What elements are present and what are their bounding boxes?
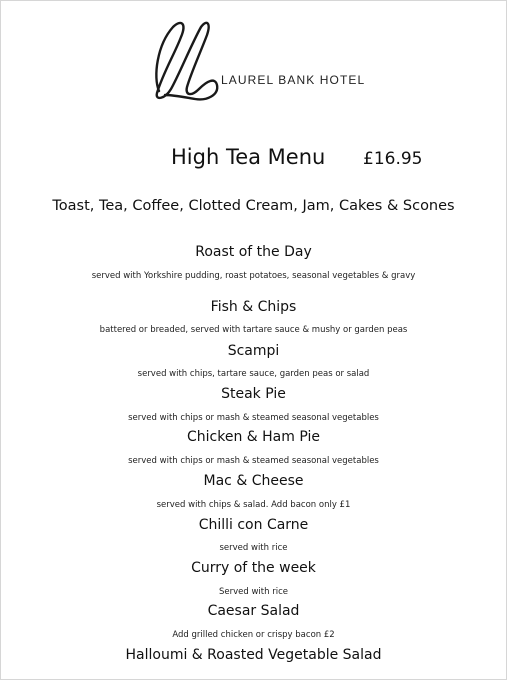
menu-item-name: Halloumi & Roasted Vegetable Salad	[125, 647, 382, 663]
hotel-name: LAUREL BANK HOTEL	[221, 73, 366, 87]
lb-monogram-icon	[151, 15, 226, 105]
menu-item-description: battered or breaded, served with tartare sauce & mushy or garden peas	[99, 325, 408, 335]
menu-item-name: Curry of the week	[191, 560, 316, 576]
menu-item-name: Fish & Chips	[210, 299, 297, 315]
menu-item-description: Served with rice	[219, 587, 288, 597]
menu-item-name: Caesar Salad	[207, 603, 300, 619]
menu-item-description: served with chips & salad. Add bacon only £1	[156, 500, 351, 510]
menu-header	[1, 145, 506, 177]
menu-item-name: Roast of the Day	[195, 244, 312, 260]
hotel-logo	[151, 15, 366, 115]
menu-item-name: Chilli con Carne	[198, 517, 309, 533]
menu-item-name: Scampi	[227, 343, 280, 359]
menu-item-description: served with Yorkshire pudding, roast potatoes, seasonal vegetables & gravy	[91, 271, 416, 281]
menu-item-description: Add grilled chicken or crispy bacon £2	[172, 630, 335, 640]
menu-item-name: Chicken & Ham Pie	[187, 429, 320, 445]
menu-subtitle: Toast, Tea, Coffee, Clotted Cream, Jam, Cakes & Scones	[52, 198, 455, 214]
menu-item-description: served with chips or mash & steamed seasonal vegetables	[128, 413, 379, 423]
menu-price: £16.95	[363, 149, 423, 169]
menu-item-description: served with rice	[219, 543, 288, 553]
menu-item-description: served with chips, tartare sauce, garden peas or salad	[137, 369, 370, 379]
menu-item-description: served with chips or mash & steamed seasonal vegetables	[128, 456, 379, 466]
menu-item-name: Steak Pie	[221, 386, 286, 402]
menu-item-name: Mac & Cheese	[203, 473, 304, 489]
menu-title: High Tea Menu	[171, 145, 326, 169]
